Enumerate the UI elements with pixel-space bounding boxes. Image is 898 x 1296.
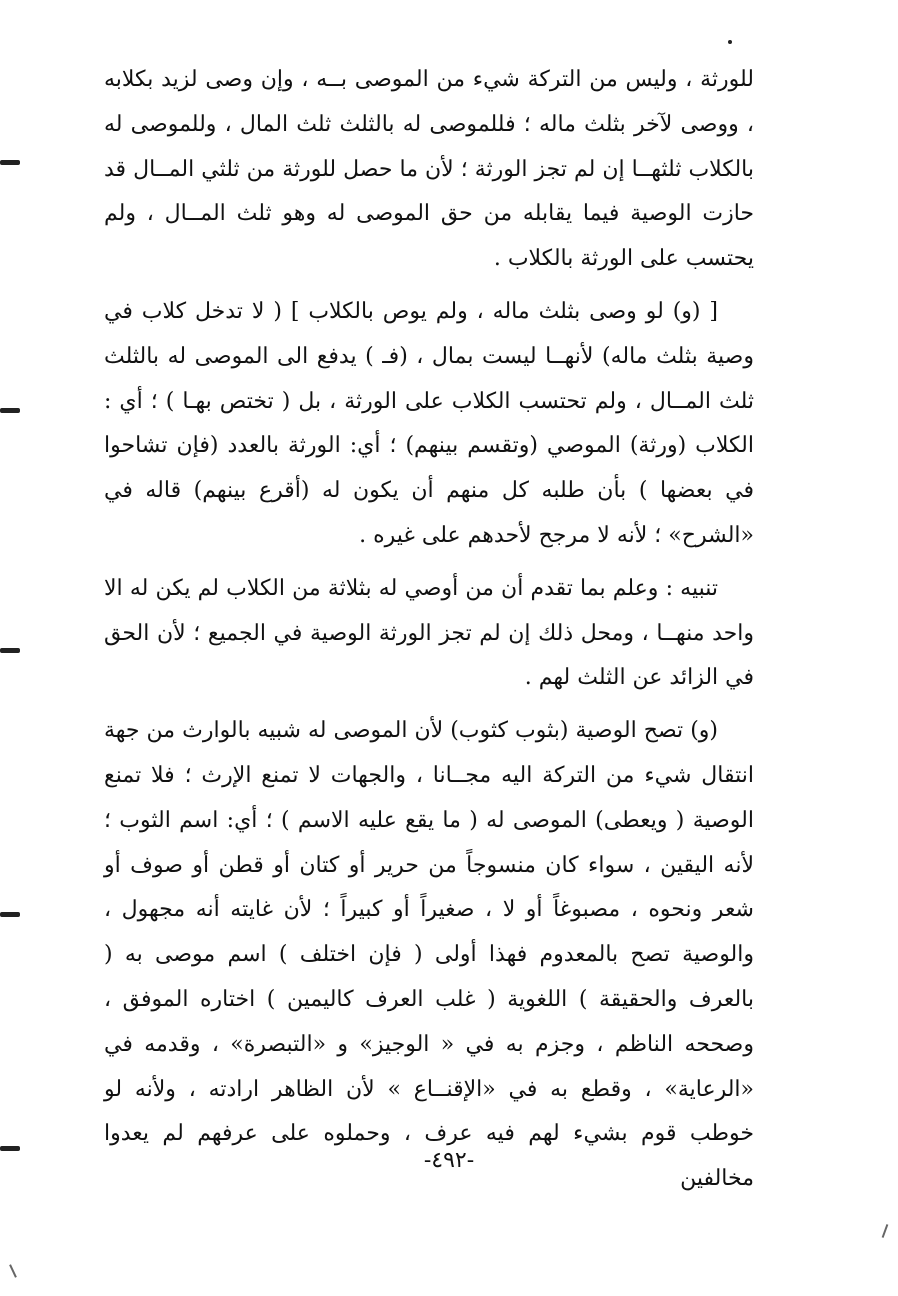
paragraph: تنبيه : وعلم بما تقدم أن من أوصي له بثلاثة من الكلاب لم يكن له الا واحد منهــا ، ومحل ذلك إن لم تجز الورثة الوصية في الجميع ؛ لأن الحق في الزائد عن الثلث لهم . [104,575,754,691]
page-number: -٤٩٢- [423,1148,475,1173]
paragraph: [ (و) لو وصى بثلث ماله ، ولم يوص بالكلاب ] ( لا تدخل كلاب في وصية بثلث ماله) لأنهــا ليست بمال ، (فـ ) يدفع الى الموصى له بالثلث ثلث المــال ، ولم تحتسب الكلاب على الورثة ، بل ( تختص بهـا ) ؛ أي : الكلاب (ورثة) الموصي (وتقسم بينهم) ؛ أي: الورثة بالعدد (فإن تشاحوا في بعضها ) بأن طلبه كل منهم أن يكون له (أقرع بينهم) قاله في «الشرح» ؛ لأنه لا مرجح لأحدهم على غيره . [104,298,754,548]
scan-edge-mark [882,1224,889,1238]
scan-edge-mark [9,1264,17,1278]
margin-mark [0,912,20,917]
margin-mark [0,160,20,165]
margin-mark [0,648,20,653]
body-text [104,58,754,1210]
margin-mark [0,408,20,413]
ink-speck [728,40,732,44]
paragraph: (و) تصح الوصية (بثوب كثوب) لأن الموصى له شبيه بالوارث من جهة انتقال شيء من التركة اليه مجــانا ، والجهات لا تمنع الإرث ؛ فلا تمنع الوصية ( ويعطى) الموصى له ( ما يقع عليه الاسم ) ؛ أي: اسم الثوب ؛ لأنه اليقين ، سواء كان منسوجاً من حرير أو كتان أو قطن أو صوف أو شعر ونحوه ، مصبوغاً أو لا ، صغيراً أو كبيراً ؛ لأن غايته أنه مجهول ، والوصية تصح بالمعدوم فهذا أولى ( فإن اختلف ) اسم موصى به ( بالعرف والحقيقة ) اللغوية ( غلب العرف كاليمين ) اختاره الموفق ، وصححه الناظم ، وجزم به في « الوجيز» و «التبصرة» ، وقدمه في «الرعاية» ، وقطع به في «الإقنــاع » لأن الظاهر ارادته ، ولأنه لو خوطب قوم بشيء لهم فيه عرف ، وحملوه على عرفهم لم يعدوا مخالفين [104,718,754,1192]
paragraph: للورثة ، وليس من التركة شيء من الموصى بــه ، وإن وصى لزيد بكلابه ، ووصى لآخر بثلث ماله ؛ فللموصى له بالثلث ثلث المال ، وللموصى له بالكلاب ثلثهــا إن لم تجز الورثة ؛ لأن ما حصل للورثة من ثلثي المــال قد حازت الوصية فيما يقابله من حق الموصى له وهو ثلث المــال ، ولم يحتسب على الورثة بالكلاب . [104,67,754,272]
